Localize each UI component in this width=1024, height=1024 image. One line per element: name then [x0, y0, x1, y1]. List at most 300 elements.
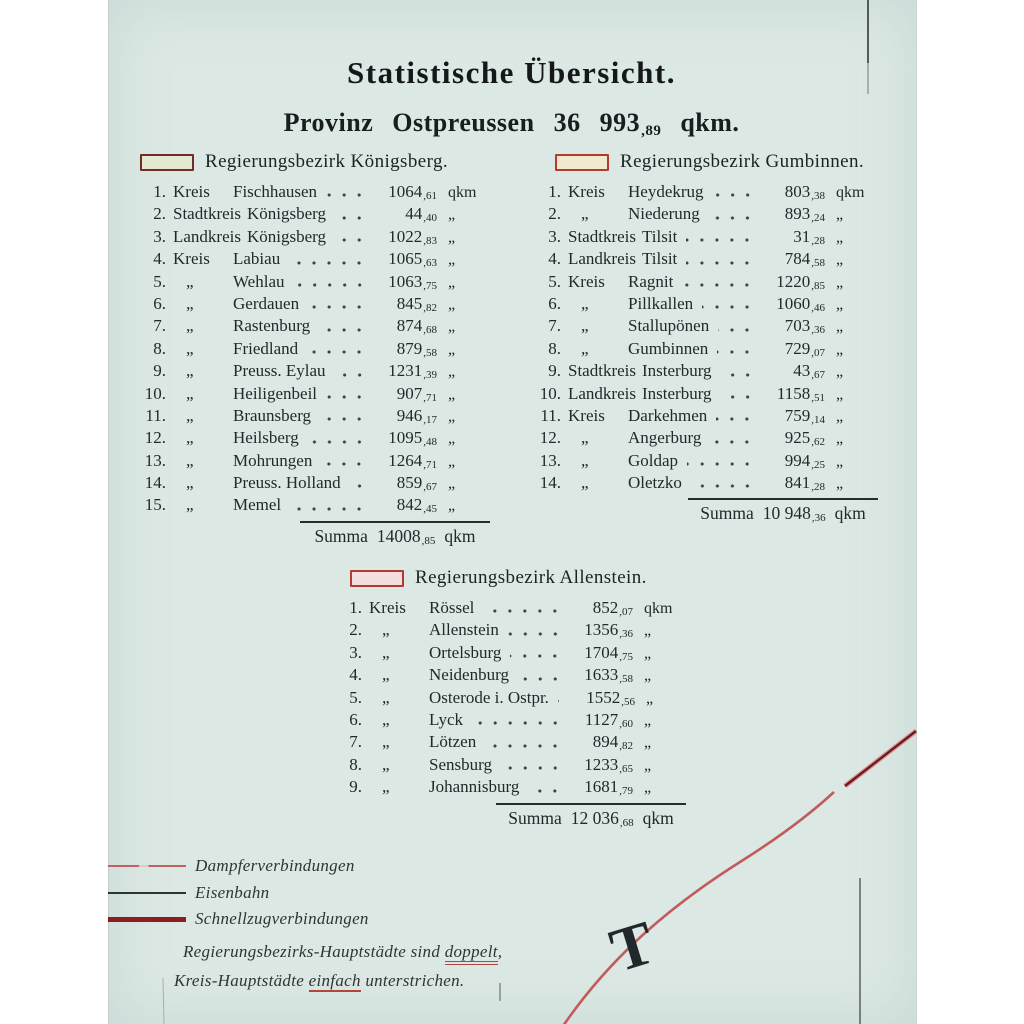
row-number: 13. — [144, 450, 166, 470]
kreis-name: Friedland — [233, 338, 299, 358]
area-value: 907,71 — [396, 383, 437, 404]
dot-leader — [686, 237, 760, 243]
area-value: 845,82 — [396, 293, 437, 314]
row-number: 9. — [349, 777, 362, 797]
kreis-prefix: „ — [382, 642, 390, 662]
row-number: 1. — [153, 182, 166, 201]
kreis-prefix: „ — [186, 405, 194, 425]
kreis-table — [140, 182, 492, 518]
kreis-name: Lyck — [429, 709, 463, 729]
dot-leader — [335, 372, 372, 378]
area-value: 784,58 — [784, 249, 825, 270]
unit-label: qkm — [836, 184, 865, 201]
area-value: 759,14 — [784, 405, 825, 426]
legend-item-steamer — [108, 856, 355, 876]
dot-leader — [713, 192, 760, 198]
kreis-name: Rössel — [429, 598, 475, 617]
dot-leader — [721, 372, 760, 378]
dot-leader — [710, 439, 760, 445]
kreis-name: Heilsberg — [233, 428, 299, 448]
kreis-table — [336, 598, 688, 800]
area-value: 879,58 — [396, 338, 437, 359]
summa-unit: qkm — [834, 503, 866, 524]
summa-row — [496, 803, 686, 829]
kreis-prefix: Landkreis — [173, 226, 241, 246]
area-value: 1158,51 — [776, 383, 825, 404]
row-number: 5. — [548, 271, 561, 291]
dot-leader — [518, 676, 568, 682]
table-row — [336, 755, 688, 777]
kreis-prefix: „ — [581, 428, 589, 448]
area-value: 1220,85 — [776, 271, 825, 292]
table-row — [140, 473, 492, 495]
kreis-name: Angerburg — [628, 428, 702, 448]
table-row — [140, 428, 492, 450]
table-row — [140, 495, 492, 517]
unit-label: „ — [448, 407, 456, 425]
area-value: 842,45 — [396, 495, 437, 516]
kreis-name: Insterburg — [641, 383, 712, 403]
row-number: 5. — [349, 687, 362, 707]
kreis-prefix: „ — [382, 732, 390, 752]
row-number: 9. — [548, 361, 561, 381]
dot-leader — [691, 483, 760, 489]
area-value: 859,67 — [396, 473, 437, 494]
dot-leader — [335, 237, 372, 243]
row-number: 4. — [548, 249, 561, 269]
table-row — [140, 294, 492, 316]
dot-leader — [558, 698, 570, 704]
kreis-prefix: „ — [186, 361, 194, 381]
unit-label: „ — [448, 340, 456, 358]
unit-label: „ — [836, 385, 844, 403]
kreis-prefix: „ — [186, 473, 194, 493]
kreis-name: Mohrungen — [233, 450, 313, 470]
area-value: 874,68 — [396, 316, 437, 337]
dot-leader — [718, 327, 760, 333]
unit-label: „ — [836, 340, 844, 358]
unit-label: „ — [644, 667, 652, 685]
kreis-prefix: Landkreis — [568, 249, 636, 269]
kreis-name: Wehlau — [233, 271, 285, 291]
row-number: 14. — [144, 473, 166, 493]
kreis-prefix: Kreis — [173, 182, 210, 201]
map-letter-t: T — [602, 908, 663, 986]
kreis-name: Tilsit — [641, 249, 678, 269]
unit-label: „ — [836, 318, 844, 336]
table-row — [535, 428, 880, 450]
table-row — [140, 182, 492, 204]
section-title: Regierungsbezirk Königsberg. — [205, 151, 449, 172]
kreis-prefix: „ — [581, 204, 589, 224]
unit-label: „ — [448, 363, 456, 381]
row-number: 1. — [548, 182, 561, 201]
table-row — [140, 384, 492, 406]
kreis-name: Fischhausen — [233, 182, 318, 201]
table-row — [140, 406, 492, 428]
row-number: 8. — [349, 754, 362, 774]
kreis-prefix: „ — [382, 754, 390, 774]
area-value: 43,67 — [793, 361, 825, 382]
table-row — [140, 361, 492, 383]
page-subtitle — [108, 108, 915, 138]
unit-label: „ — [644, 644, 652, 662]
unit-label: „ — [836, 430, 844, 448]
province-area-unit: qkm. — [680, 108, 740, 137]
area-value: 1095,48 — [388, 428, 437, 449]
summa-value: 12 036,68 — [570, 807, 634, 829]
table-row — [140, 227, 492, 249]
section-header — [140, 150, 492, 174]
table-row — [535, 272, 880, 294]
kreis-prefix: „ — [186, 316, 194, 336]
dot-leader — [721, 394, 760, 400]
row-number: 13. — [539, 450, 561, 470]
dot-leader — [716, 416, 760, 422]
note-line-2: Kreis-Hauptstädte einfach unterstrichen. — [174, 971, 465, 990]
kreis-name: Neidenburg — [429, 665, 509, 685]
row-number: 15. — [144, 495, 166, 515]
dot-leader — [319, 327, 372, 333]
dot-leader — [308, 304, 372, 310]
kreis-name: Ortelsburg — [429, 642, 502, 662]
kreis-prefix: „ — [581, 450, 589, 470]
dot-leader — [686, 260, 760, 266]
kreis-prefix: „ — [382, 687, 390, 707]
summa-value: 14008,85 — [376, 525, 436, 547]
row-number: 3. — [153, 226, 166, 246]
kreis-name: Ragnit — [628, 271, 674, 291]
kreis-name: Heydekrug — [628, 182, 704, 201]
summa-unit: qkm — [642, 807, 674, 828]
row-number: 3. — [548, 226, 561, 246]
kreis-prefix: „ — [186, 383, 194, 403]
table-row — [140, 204, 492, 226]
kreis-prefix: „ — [581, 473, 589, 493]
kreis-prefix: Kreis — [568, 405, 605, 425]
unit-label: „ — [448, 228, 456, 246]
unit-label: „ — [836, 228, 844, 246]
subtitle-text: Provinz Ostpreussen — [283, 108, 535, 137]
area-value: 31,28 — [793, 226, 825, 247]
kreis-prefix: „ — [581, 293, 589, 313]
dot-leader — [501, 765, 568, 771]
note-line-1: Regierungsbezirks-Hauptstädte sind doppelt, — [183, 942, 502, 962]
unit-label: „ — [836, 363, 844, 381]
dot-leader — [290, 506, 372, 512]
kreis-name: Braunsberg — [233, 405, 312, 425]
underlined-word-doppelt: doppelt — [445, 942, 498, 965]
row-number: 3. — [349, 642, 362, 662]
table-row — [535, 249, 880, 271]
dot-leader — [308, 439, 372, 445]
area-value: 1063,75 — [388, 271, 437, 292]
row-number: 6. — [349, 709, 362, 729]
area-value: 1633,58 — [584, 665, 633, 686]
table-row — [336, 710, 688, 732]
dot-leader — [472, 720, 568, 726]
area-value: 1552,56 — [586, 687, 635, 708]
legend-label: Eisenbahn — [195, 883, 270, 902]
summa-label: Summa — [700, 503, 754, 524]
kreis-name: Gerdauen — [233, 293, 300, 313]
area-value: 1064,61 — [388, 182, 437, 202]
kreis-name: Preuss. Holland — [233, 473, 341, 493]
kreis-prefix: Kreis — [369, 598, 406, 617]
unit-label: „ — [448, 430, 456, 448]
dot-leader — [350, 483, 372, 489]
section-allenstein — [336, 566, 688, 829]
table-row — [336, 732, 688, 754]
dot-leader — [326, 394, 372, 400]
unit-label: „ — [644, 622, 652, 640]
row-number: 6. — [548, 293, 561, 313]
kreis-name: Darkehmen — [628, 405, 708, 425]
row-number: 2. — [349, 620, 362, 640]
unit-label: „ — [448, 475, 456, 493]
row-number: 7. — [548, 316, 561, 336]
area-value: 1356,36 — [584, 620, 633, 641]
area-value: 44,40 — [405, 204, 437, 225]
dot-leader — [687, 461, 760, 467]
kreis-name: Lötzen — [429, 732, 477, 752]
kreis-name: Labiau — [233, 249, 281, 269]
unit-label: „ — [644, 756, 652, 774]
table-row — [535, 406, 880, 428]
dot-leader — [320, 416, 372, 422]
kreis-prefix: „ — [186, 428, 194, 448]
kreis-name: Goldap — [628, 450, 679, 470]
table-row — [140, 339, 492, 361]
table-row — [535, 361, 880, 383]
dot-leader — [717, 349, 760, 355]
dot-leader — [510, 653, 568, 659]
table-row — [535, 473, 880, 495]
legend-label: Schnellzugverbindungen — [195, 909, 369, 928]
area-value: 852,07 — [592, 598, 633, 618]
summa-row — [688, 498, 878, 524]
area-value: 1681,79 — [584, 777, 633, 798]
dot-leader — [321, 461, 372, 467]
dot-leader — [485, 743, 568, 749]
kreis-prefix: „ — [186, 495, 194, 515]
page-title: Statistische Übersicht. — [347, 55, 676, 90]
summa-unit: qkm — [444, 525, 476, 546]
unit-label: „ — [448, 497, 456, 515]
kreis-table — [535, 182, 880, 495]
row-number: 10. — [144, 383, 166, 403]
table-row — [140, 249, 492, 271]
steamer-line-sample — [108, 865, 186, 867]
unit-label: „ — [836, 295, 844, 313]
area-value: 893,24 — [784, 204, 825, 225]
row-number: 10. — [539, 383, 561, 403]
dot-leader — [294, 282, 373, 288]
row-number: 11. — [540, 405, 561, 425]
kreis-name: Oletzko — [628, 473, 682, 493]
row-number: 2. — [548, 204, 561, 224]
province-area-dec: ,89 — [641, 123, 662, 139]
summa-label: Summa — [314, 525, 368, 546]
legend-item-railway — [108, 883, 269, 903]
kreis-name: Rastenburg — [233, 316, 311, 336]
unit-label: „ — [644, 734, 652, 752]
row-number: 6. — [153, 293, 166, 313]
table-row — [140, 316, 492, 338]
area-value: 894,82 — [592, 732, 633, 753]
table-row — [535, 384, 880, 406]
dot-leader — [528, 788, 568, 794]
district-color-swatch — [350, 570, 404, 587]
area-value: 1060,46 — [776, 293, 825, 314]
table-row — [535, 227, 880, 249]
kreis-name: Königsberg — [246, 226, 326, 246]
area-value: 946,17 — [396, 405, 437, 426]
row-number: 5. — [153, 271, 166, 291]
row-number: 8. — [153, 338, 166, 358]
row-number: 9. — [153, 361, 166, 381]
table-row — [535, 451, 880, 473]
row-number: 2. — [153, 204, 166, 224]
district-color-swatch — [140, 154, 194, 171]
unit-label: „ — [836, 407, 844, 425]
table-row — [535, 204, 880, 226]
table-row — [336, 620, 688, 642]
table-row — [336, 777, 688, 799]
kreis-prefix: „ — [186, 293, 194, 313]
kreis-name: Allenstein — [429, 620, 499, 640]
section-title: Regierungsbezirk Allenstein. — [415, 567, 647, 588]
row-number: 1. — [349, 598, 362, 617]
kreis-prefix: Stadtkreis — [173, 204, 241, 224]
area-value: 1264,71 — [388, 450, 437, 471]
row-number: 4. — [349, 665, 362, 685]
kreis-prefix: Landkreis — [568, 383, 636, 403]
dot-leader — [335, 215, 372, 221]
unit-label: „ — [448, 385, 456, 403]
kreis-name: Insterburg — [642, 361, 712, 381]
unit-label: „ — [448, 273, 456, 291]
section-header — [535, 150, 880, 174]
railway-line-sample — [108, 892, 186, 895]
dot-leader — [326, 192, 372, 198]
area-value: 703,36 — [784, 316, 825, 337]
table-row — [140, 272, 492, 294]
unit-label: „ — [836, 251, 844, 269]
kreis-prefix: Kreis — [568, 182, 605, 201]
table-row — [336, 598, 688, 620]
kreis-name: Gumbinnen — [628, 338, 709, 358]
area-value: 1022,83 — [388, 226, 437, 247]
summa-row — [300, 521, 490, 547]
table-row — [140, 451, 492, 473]
kreis-prefix: Kreis — [568, 271, 605, 291]
area-value: 1704,75 — [584, 642, 633, 663]
unit-label: „ — [448, 251, 456, 269]
kreis-prefix: „ — [382, 709, 390, 729]
kreis-name: Heiligenbeil — [233, 383, 318, 403]
kreis-name: Niederung — [628, 204, 700, 224]
table-row — [535, 339, 880, 361]
unit-label: „ — [644, 779, 652, 797]
table-row — [535, 316, 880, 338]
kreis-prefix: „ — [382, 620, 390, 640]
unit-label: „ — [836, 273, 844, 291]
kreis-name: Pillkallen — [628, 293, 694, 313]
legend-item-express — [108, 909, 369, 929]
province-area-int: 36 993 — [553, 108, 641, 137]
kreis-name: Sensburg — [429, 754, 492, 774]
row-number: 7. — [349, 732, 362, 752]
area-value: 729,07 — [784, 338, 825, 359]
row-number: 7. — [153, 316, 166, 336]
kreis-name: Memel — [233, 495, 282, 515]
area-value: 994,25 — [784, 450, 825, 471]
section-title: Regierungsbezirk Gumbinnen. — [620, 151, 865, 172]
district-color-swatch — [555, 154, 609, 171]
dot-leader — [702, 304, 760, 310]
kreis-name: Osterode i. Ostpr. — [429, 687, 549, 707]
kreis-prefix: Kreis — [173, 249, 210, 269]
kreis-name: Tilsit — [642, 226, 678, 246]
row-number: 8. — [548, 338, 561, 358]
row-number: 4. — [153, 249, 166, 269]
area-value: 1065,63 — [388, 249, 437, 270]
unit-label: „ — [836, 206, 844, 224]
dot-leader — [709, 215, 760, 221]
dot-leader — [682, 282, 760, 288]
row-number: 14. — [539, 473, 561, 493]
kreis-prefix: „ — [382, 665, 390, 685]
unit-label: „ — [645, 689, 654, 707]
unit-label: „ — [836, 452, 844, 470]
section-koenigsberg — [140, 150, 492, 547]
kreis-name: Preuss. Eylau — [233, 361, 326, 381]
section-header — [336, 566, 688, 590]
unit-label: „ — [448, 206, 456, 224]
row-number: 12. — [539, 428, 561, 448]
table-row — [535, 294, 880, 316]
kreis-prefix: „ — [186, 338, 194, 358]
kreis-prefix: „ — [581, 316, 589, 336]
kreis-name: Johannisburg — [429, 777, 520, 797]
unit-label: „ — [644, 711, 652, 729]
area-value: 803,38 — [784, 182, 825, 202]
table-row — [336, 643, 688, 665]
unit-label: „ — [448, 318, 456, 336]
row-number: 11. — [145, 405, 166, 425]
dot-leader — [289, 260, 372, 266]
kreis-prefix: „ — [186, 271, 194, 291]
kreis-prefix: „ — [186, 450, 194, 470]
area-value: 1127,60 — [584, 709, 633, 730]
unit-label: „ — [448, 452, 456, 470]
area-value: 925,62 — [784, 428, 825, 449]
dot-leader — [483, 608, 568, 614]
table-row — [535, 182, 880, 204]
kreis-prefix: Stadtkreis — [568, 361, 636, 381]
area-value: 1231,39 — [388, 361, 437, 382]
kreis-prefix: „ — [382, 777, 390, 797]
kreis-name: Stallupönen — [628, 316, 710, 336]
table-row — [336, 688, 688, 710]
area-value: 841,28 — [784, 473, 825, 494]
unit-label: qkm — [448, 184, 477, 201]
unit-label: qkm — [644, 600, 673, 617]
row-number: 12. — [144, 428, 166, 448]
underlined-word-einfach: einfach — [308, 971, 361, 990]
table-row — [336, 665, 688, 687]
